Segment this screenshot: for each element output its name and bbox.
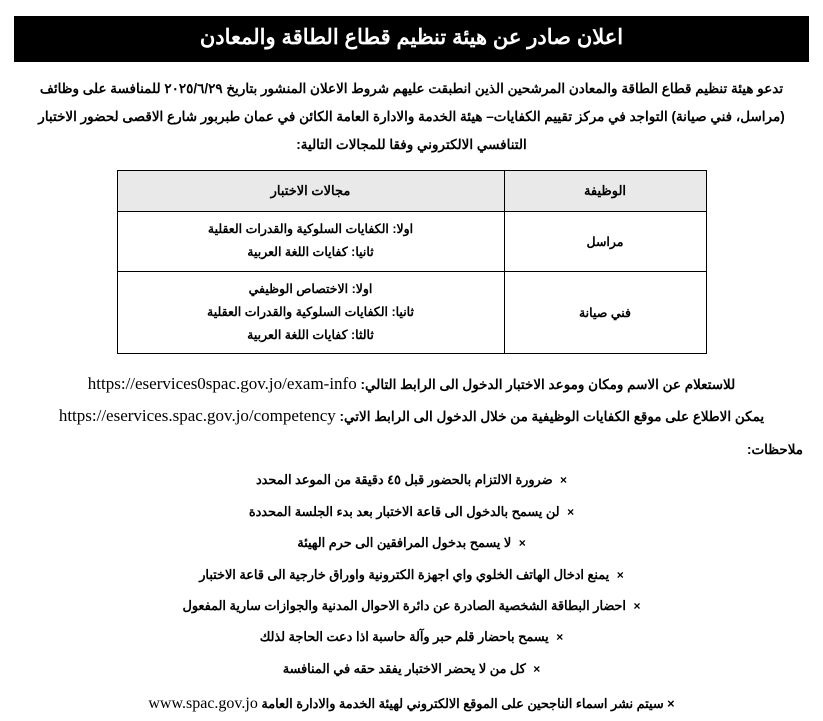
jobs-table-wrapper: [14, 170, 809, 354]
intro-line-1: تدعو هيئة تنظيم قطاع الطاقة والمعادن المرشحين الذين انطبقت عليهم شروط الاعلان المنشور بتاريخ ٢٠٢٥/٦/٢٩ للمنافسة على وظائف: [39, 81, 784, 97]
cross-bullet-icon: ×: [616, 567, 624, 582]
notes-heading: ملاحظات:: [746, 442, 803, 458]
table-row: [117, 271, 706, 353]
cell-job-name: مراسل: [504, 212, 706, 271]
exam-field-line: ثانيا: الكفايات السلوكية والقدرات العقلية: [207, 304, 414, 319]
intro-line-3: التنافسي الالكتروني وفقا للمجالات التالية:: [296, 136, 527, 152]
exam-field-line: ثانيا: كفايات اللغة العربية: [247, 245, 374, 260]
column-header-exam-fields: مجالات الاختبار: [117, 171, 504, 212]
list-item: [14, 496, 809, 527]
cross-bullet-icon: ×: [533, 661, 541, 676]
list-item: [14, 653, 809, 684]
list-item: [14, 559, 809, 590]
note-text: لا يسمح بدخول المرافقين الى حرم الهيئة: [297, 535, 512, 551]
list-item: [14, 590, 809, 621]
exam-field-line: اولا: الاختصاص الوظيفي: [248, 281, 373, 296]
links-section: [14, 368, 809, 433]
table-row: [117, 212, 706, 271]
results-note-text: سيتم نشر اسماء الناجحين على الموقع الالكتروني لهيئة الخدمة والادارة العامة: [261, 696, 664, 712]
results-publication-note: [14, 686, 809, 721]
competency-link-url[interactable]: https://eservices.spac.gov.jo/competency: [58, 406, 336, 426]
note-text: لن يسمح بالدخول الى قاعة الاختبار بعد بدء الجلسة المحددة: [248, 503, 560, 519]
cell-exam-fields: [117, 271, 504, 353]
jobs-table-body: [117, 212, 706, 354]
announcement-banner: [14, 16, 809, 62]
intro-paragraph: [18, 75, 805, 158]
intro-line-2: (مراسل، فني صيانة) التواجد في مركز تقييم الكفايات– هيئة الخدمة والادارة العامة الكائن في عمان طبربور شارع الاقصى لحضور الاختبار: [38, 108, 785, 124]
note-text: احضار البطاقة الشخصية الصادرة عن دائرة الاحوال المدنية والجوازات سارية المفعول: [182, 598, 626, 614]
cross-bullet-icon: ×: [518, 536, 526, 551]
exam-info-link-label: للاستعلام عن الاسم ومكان وموعد الاختبار الدخول الى الرابط التالي:: [360, 376, 736, 392]
list-item: [14, 527, 809, 558]
cross-bullet-icon: ×: [567, 504, 575, 519]
notes-list: [14, 464, 809, 684]
list-item: [14, 464, 809, 495]
note-text: ضرورة الالتزام بالحضور قبل ٤٥ دقيقة من الموعد المحدد: [255, 472, 553, 488]
announcement-title: اعلان صادر عن هيئة تنظيم قطاع الطاقة والمعادن: [199, 26, 624, 49]
column-header-job: الوظيفة: [504, 171, 706, 212]
exam-field-line: اولا: الكفايات السلوكية والقدرات العقلية: [207, 222, 414, 237]
table-header-row: [117, 171, 706, 212]
cross-bullet-icon: ×: [560, 473, 568, 488]
exam-field-line: ثالثا: كفايات اللغة العربية: [247, 327, 374, 342]
jobs-table-head: [117, 171, 706, 212]
list-item: [14, 621, 809, 652]
exam-info-link-url[interactable]: https://eservices0spac.gov.jo/exam-info: [87, 373, 357, 393]
cross-bullet-icon: ×: [667, 696, 675, 712]
note-text: يسمح باحضار قلم حبر وآلة حاسبة اذا دعت الحاجة لذلك: [259, 629, 549, 645]
cell-job-name: فني صيانة: [504, 271, 706, 353]
competency-link-row: [20, 400, 803, 432]
official-website-url[interactable]: www.spac.gov.jo: [148, 695, 258, 713]
exam-info-link-row: [20, 368, 803, 400]
cross-bullet-icon: ×: [556, 630, 564, 645]
jobs-table: [117, 170, 707, 354]
competency-link-label: يمكن الاطلاع على موقع الكفايات الوظيفية من خلال الدخول الى الرابط الاتي:: [339, 409, 765, 425]
cross-bullet-icon: ×: [633, 599, 641, 614]
cell-exam-fields: [117, 212, 504, 271]
note-text: كل من لا يحضر الاختبار يفقد حقه في المنافسة: [282, 660, 526, 676]
note-text: يمنع ادخال الهاتف الخلوي واي اجهزة الكترونية واوراق خارجية الى قاعة الاختبار: [199, 566, 610, 582]
